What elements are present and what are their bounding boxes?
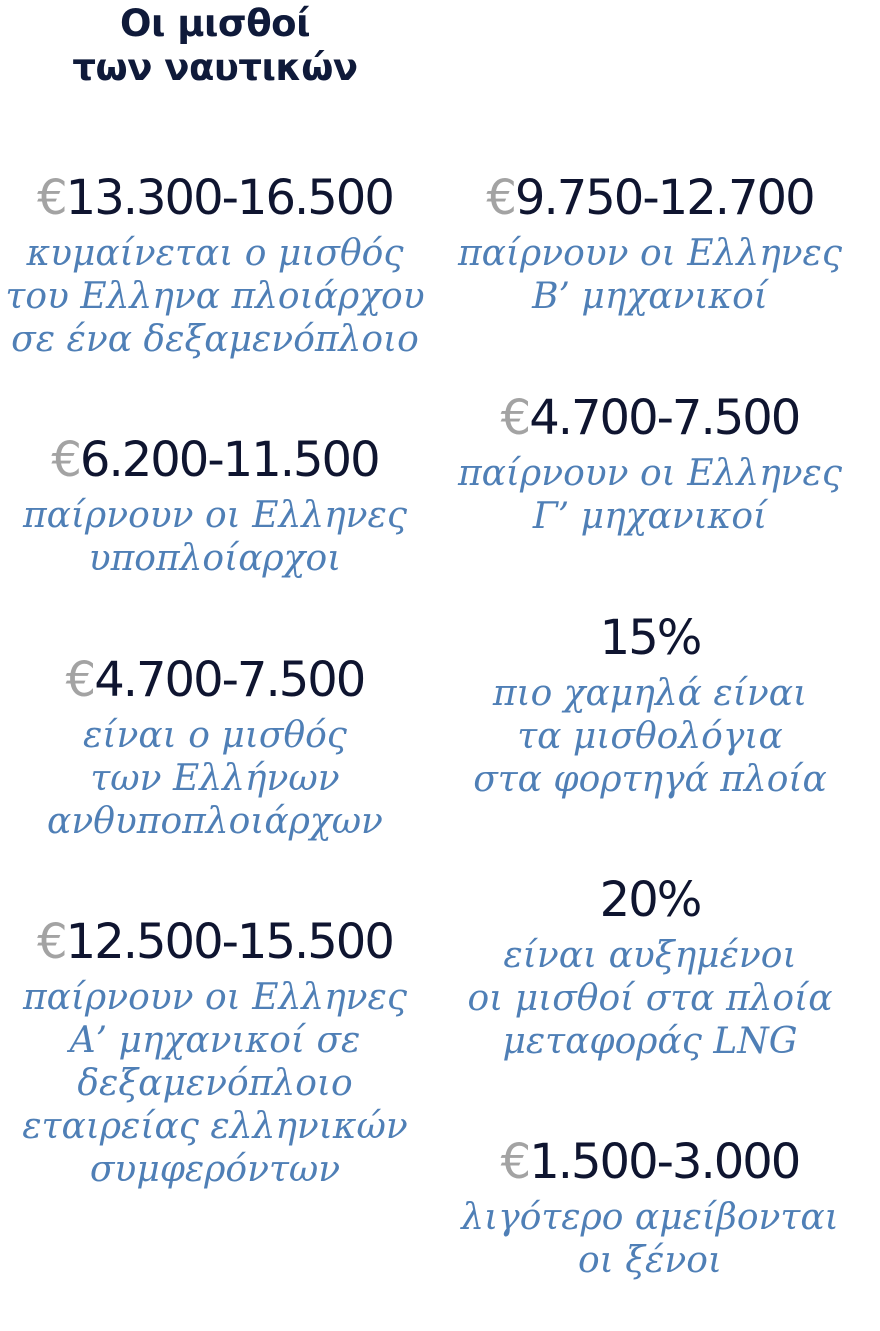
caption-line: των Ελλήνων bbox=[90, 758, 340, 799]
caption-line: οι ξένοι bbox=[577, 1240, 723, 1281]
stat-figure bbox=[440, 1134, 860, 1190]
caption-line: πιο χαμηλά είναι bbox=[492, 673, 808, 714]
page-title bbox=[0, 2, 430, 90]
stat-third-engineer-salary bbox=[440, 390, 860, 538]
stat-second-engineer-salary bbox=[440, 170, 860, 318]
stat-cargo-ship-wages bbox=[440, 610, 860, 801]
stat-value: 15% bbox=[599, 610, 701, 666]
stat-caption bbox=[0, 976, 430, 1191]
caption-line: Α’ μηχανικοί σε bbox=[69, 1020, 361, 1061]
stat-figure bbox=[0, 432, 430, 488]
stat-captain-salary bbox=[0, 170, 430, 361]
stat-caption bbox=[0, 494, 430, 580]
stat-lng-ship-wages bbox=[440, 872, 860, 1063]
stat-figure bbox=[0, 170, 430, 226]
stat-caption bbox=[440, 452, 860, 538]
stat-value: 12.500-15.500 bbox=[65, 914, 393, 970]
caption-line: παίρνουν οι Ελληνες bbox=[22, 495, 408, 536]
stat-second-officer-salary bbox=[0, 652, 430, 843]
stat-caption bbox=[0, 714, 430, 843]
currency-symbol: € bbox=[65, 652, 95, 708]
stat-value: 13.300-16.500 bbox=[65, 170, 393, 226]
stat-caption bbox=[440, 232, 860, 318]
caption-line: Β’ μηχανικοί bbox=[532, 276, 768, 317]
caption-line: Γ’ μηχανικοί bbox=[532, 496, 768, 537]
title-line-1: Οι μισθοί bbox=[120, 2, 310, 45]
caption-line: συμφερόντων bbox=[89, 1149, 341, 1190]
stat-value: 20% bbox=[599, 872, 701, 928]
caption-line: δεξαμενόπλοιο bbox=[77, 1063, 353, 1104]
stat-caption bbox=[440, 672, 860, 801]
caption-line: είναι ο μισθός bbox=[83, 715, 347, 756]
caption-line: του Ελληνα πλοιάρχου bbox=[5, 276, 425, 317]
title-line-2: των ναυτικών bbox=[72, 46, 358, 89]
stat-value: 6.200-11.500 bbox=[79, 432, 379, 488]
caption-line: τα μισθολόγια bbox=[517, 716, 783, 757]
stat-figure bbox=[440, 170, 860, 226]
stat-first-engineer-salary bbox=[0, 914, 430, 1191]
currency-symbol: € bbox=[37, 170, 66, 226]
stat-caption bbox=[440, 1196, 860, 1282]
currency-symbol: € bbox=[500, 1134, 530, 1190]
caption-line: υποπλοίαρχοι bbox=[88, 538, 342, 579]
stat-caption bbox=[440, 934, 860, 1063]
stat-figure bbox=[440, 390, 860, 446]
stat-caption bbox=[0, 232, 430, 361]
stat-figure bbox=[0, 652, 430, 708]
caption-line: είναι αυξημένοι bbox=[503, 935, 797, 976]
currency-symbol: € bbox=[51, 432, 80, 488]
stat-value: 4.700-7.500 bbox=[529, 390, 800, 446]
caption-line: παίρνουν οι Ελληνες bbox=[457, 233, 843, 274]
currency-symbol: € bbox=[37, 914, 66, 970]
stat-figure bbox=[440, 610, 860, 666]
caption-line: παίρνουν οι Ελληνες bbox=[22, 977, 408, 1018]
currency-symbol: € bbox=[486, 170, 515, 226]
caption-line: παίρνουν οι Ελληνες bbox=[457, 453, 843, 494]
caption-line: μεταφοράς LNG bbox=[502, 1021, 798, 1062]
caption-line: σε ένα δεξαμενόπλοιο bbox=[11, 319, 419, 360]
currency-symbol: € bbox=[500, 390, 530, 446]
stat-value: 4.700-7.500 bbox=[94, 652, 365, 708]
stat-foreign-crew-difference bbox=[440, 1134, 860, 1282]
stat-figure bbox=[0, 914, 430, 970]
caption-line: οι μισθοί στα πλοία bbox=[467, 978, 833, 1019]
stat-figure bbox=[440, 872, 860, 928]
caption-line: εταιρείας ελληνικών bbox=[22, 1106, 408, 1147]
caption-line: λιγότερο αμείβονται bbox=[461, 1197, 839, 1238]
stat-value: 1.500-3.000 bbox=[529, 1134, 800, 1190]
caption-line: κυμαίνεται ο μισθός bbox=[26, 233, 404, 274]
stat-value: 9.750-12.700 bbox=[514, 170, 814, 226]
stat-chief-officer-salary bbox=[0, 432, 430, 580]
caption-line: στα φορτηγά πλοία bbox=[473, 759, 827, 800]
caption-line: ανθυποπλοιάρχων bbox=[47, 801, 383, 842]
